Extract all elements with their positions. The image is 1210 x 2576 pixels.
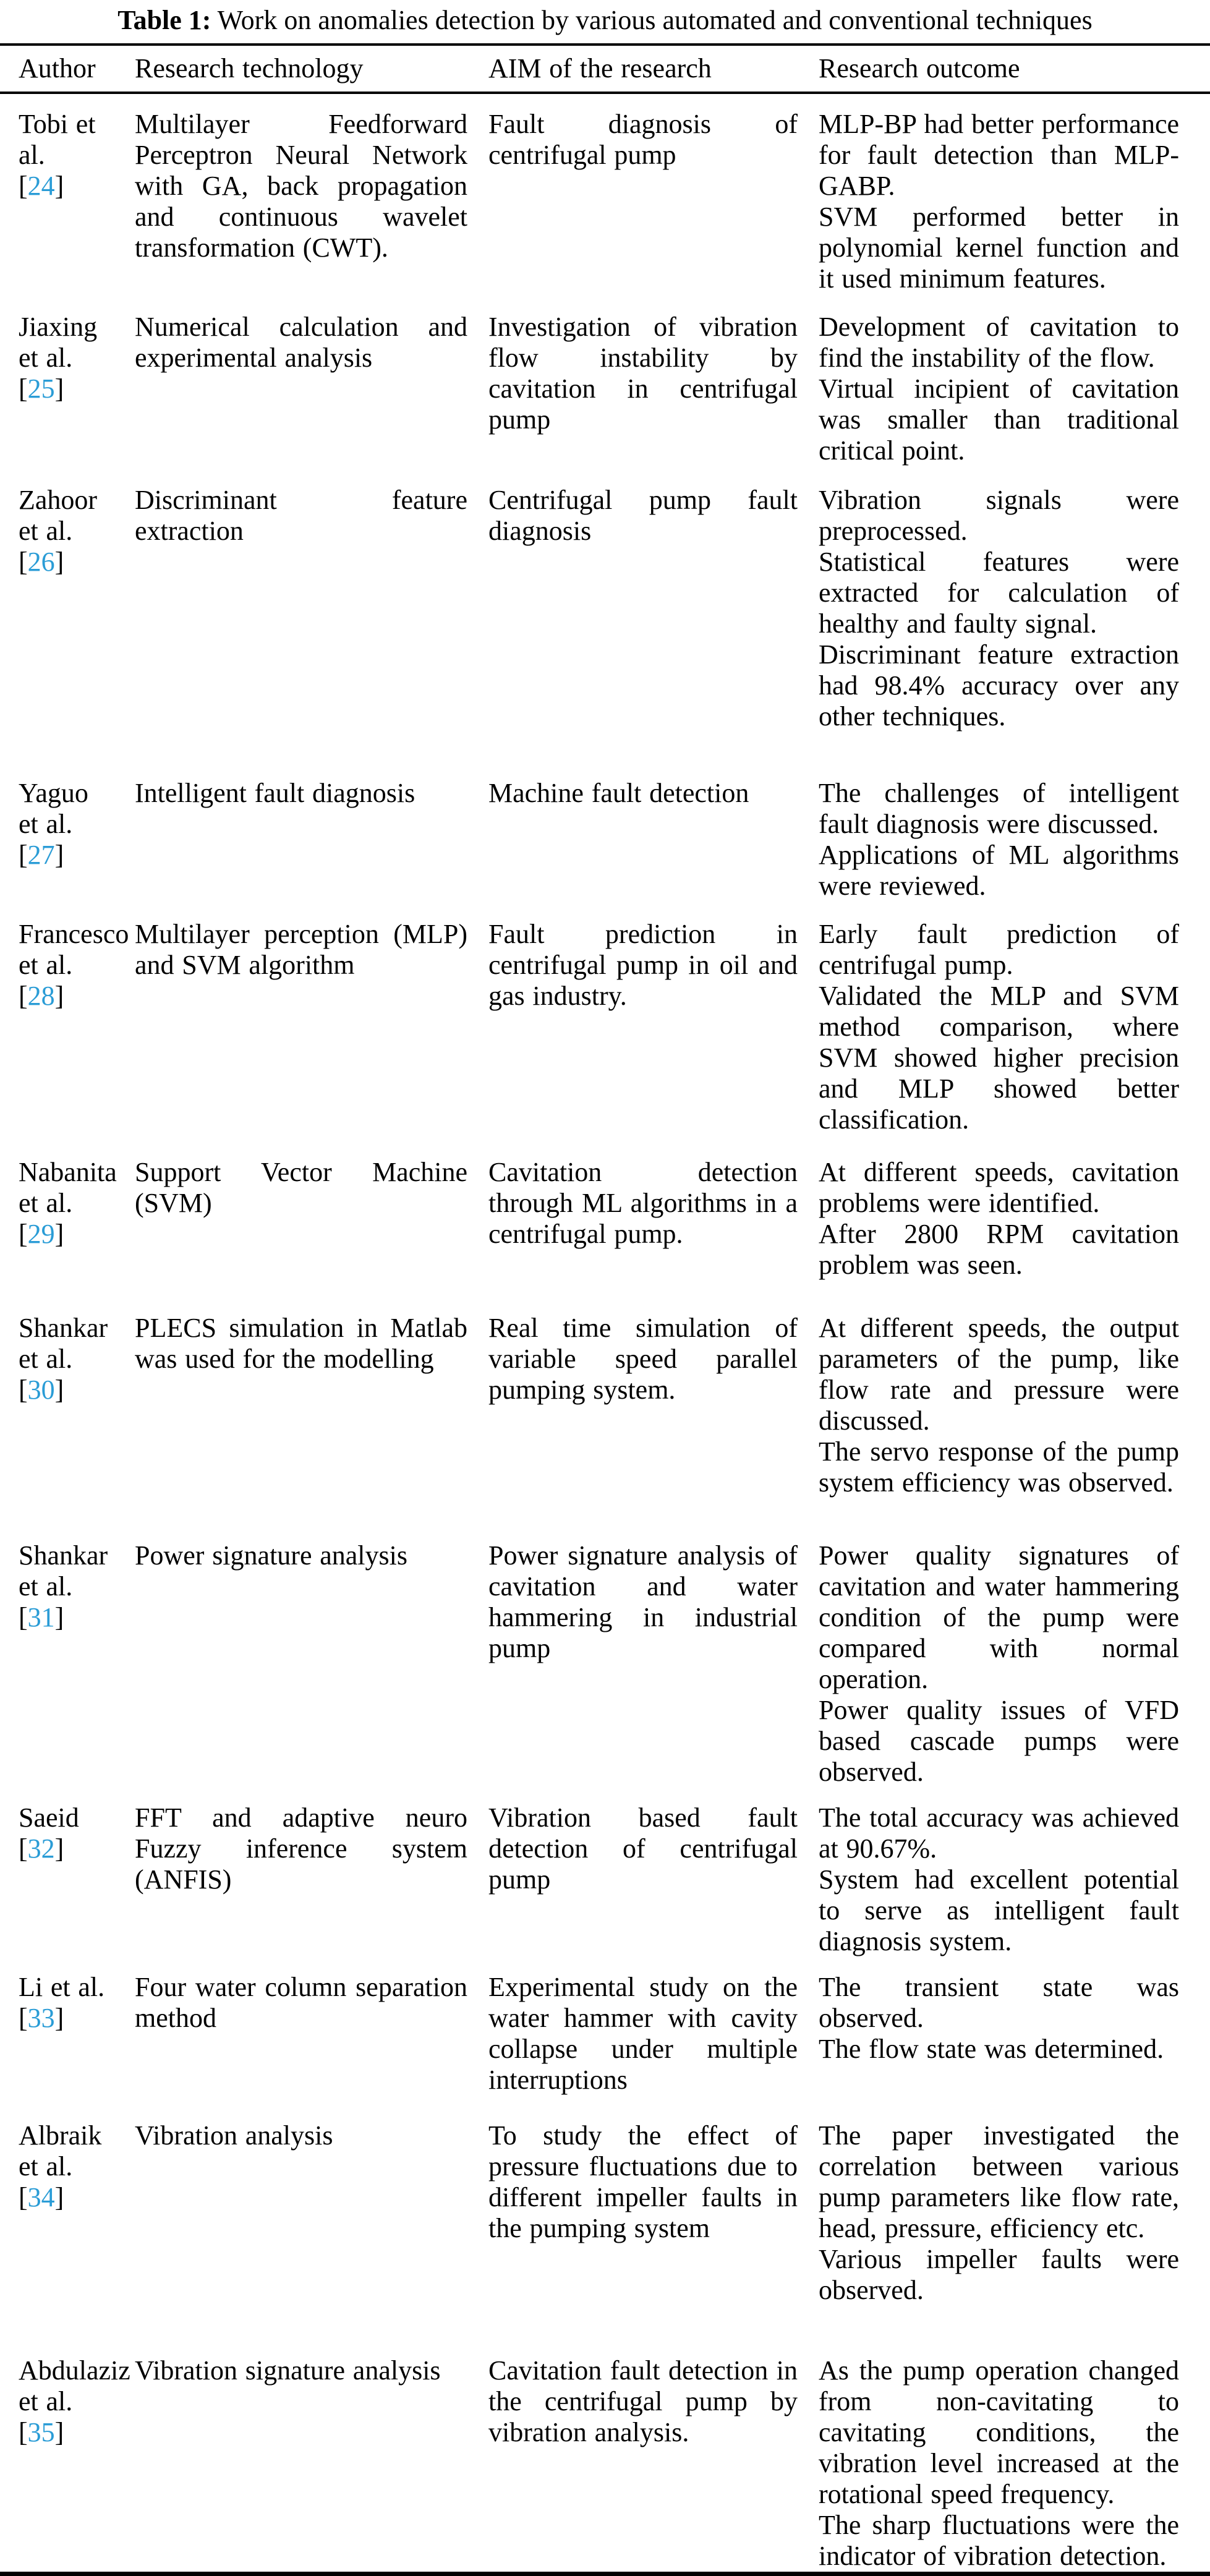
author-line: Shankar — [19, 1313, 108, 1343]
outcome-item: Vibration signals were preprocessed. — [819, 485, 1179, 546]
outcome-cell — [819, 904, 1210, 1142]
author-cell — [0, 1525, 135, 1788]
col-header-aim: AIM of the research — [488, 53, 712, 83]
outcome-item: The servo response of the pump system efficiency was observed. — [819, 1436, 1179, 1498]
technology-cell: Vibration analysis — [135, 2120, 333, 2151]
table-row — [0, 1957, 1210, 2105]
outcome-cell — [819, 1525, 1210, 1788]
table-row — [0, 763, 1210, 904]
literature-review-table — [0, 43, 1210, 2576]
aim-cell: Vibration based fault detection of centrifugal pump — [488, 1802, 798, 1895]
technology-cell: Discriminant feature extraction — [135, 485, 467, 546]
outcome-cell — [819, 93, 1210, 297]
citation-link[interactable]: 25 — [27, 373, 55, 404]
aim-cell: Investigation of vibration flow instability by cavitation in centrifugal pump — [488, 312, 798, 435]
outcome-item: The challenges of intelligent fault diagnosis were discussed. — [819, 778, 1179, 839]
outcome-item: At different speeds, cavitation problems were identified. — [819, 1157, 1179, 1218]
outcome-item: The transient state was observed. — [819, 1972, 1179, 2033]
author-line: [33] — [19, 2003, 64, 2033]
author-cell — [0, 1298, 135, 1525]
citation-link[interactable]: 30 — [27, 1375, 55, 1405]
col-header-technology: Research technology — [135, 53, 364, 83]
table-caption-text: Work on anomalies detection by various automated and conventional techniques — [211, 5, 1093, 35]
outcome-item: Statistical features were extracted for calculation of healthy and faulty signal. — [819, 547, 1179, 639]
col-header-author: Author — [19, 53, 96, 83]
author-line: et al. [35] — [19, 2386, 73, 2447]
outcome-item: Power quality issues of VFD based cascade pumps were observed. — [819, 1695, 1179, 1787]
citation-link[interactable]: 24 — [27, 171, 55, 201]
table-row — [0, 93, 1210, 297]
table-row — [0, 1142, 1210, 1298]
outcome-cell — [819, 1142, 1210, 1298]
aim-cell: Experimental study on the water hammer with cavity collapse under multiple interruptions — [488, 1972, 798, 2095]
outcome-cell — [819, 763, 1210, 904]
outcome-item: Development of cavitation to find the instability of the flow. — [819, 312, 1179, 373]
aim-cell: Real time simulation of variable speed parallel pumping system. — [488, 1313, 798, 1405]
author-line: Saeid [32] — [19, 1802, 79, 1864]
table-caption — [0, 0, 1210, 43]
technology-cell: FFT and adaptive neuro Fuzzy inference system (ANFIS) — [135, 1802, 467, 1895]
author-cell — [0, 93, 135, 297]
technology-cell: Multilayer Feedforward Perceptron Neural Network with GA, back propagation and continuous wavelet transformation (CWT). — [135, 109, 467, 263]
author-line: [24] — [19, 171, 64, 201]
outcome-item: At different speeds, the output parameters of the pump, like flow rate and pressure were discussed. — [819, 1313, 1179, 1436]
table-row — [0, 470, 1210, 763]
author-line: et al. [27] — [19, 809, 73, 870]
table-row — [0, 1298, 1210, 1525]
header-row — [0, 45, 1210, 93]
author-line: Tobi et al. — [19, 109, 96, 170]
author-line: Jiaxing — [19, 312, 98, 342]
author-line: et al. [30] — [19, 1344, 73, 1405]
technology-cell: Intelligent fault diagnosis — [135, 778, 415, 808]
outcome-cell — [819, 1298, 1210, 1525]
technology-cell: Four water column separation method — [135, 1972, 467, 2033]
author-line: Shankar — [19, 1540, 108, 1571]
outcome-item: Various impeller faults were observed. — [819, 2244, 1179, 2305]
technology-cell: Power signature analysis — [135, 1540, 407, 1571]
table-row — [0, 2105, 1210, 2340]
table-caption-label: Table 1: — [117, 5, 211, 35]
author-cell — [0, 1788, 135, 1957]
technology-cell: Numerical calculation and experimental analysis — [135, 312, 467, 373]
outcome-item: System had excellent potential to serve as intelligent fault diagnosis system. — [819, 1864, 1179, 1956]
table-row — [0, 1525, 1210, 1788]
citation-link[interactable]: 27 — [27, 840, 55, 870]
aim-cell: Centrifugal pump fault diagnosis — [488, 485, 798, 546]
technology-cell: Multilayer perception (MLP) and SVM algorithm — [135, 919, 467, 980]
outcome-item: Virtual incipient of cavitation was smaller than traditional critical point. — [819, 373, 1179, 466]
author-line: Zahoor — [19, 485, 98, 515]
aim-cell: To study the effect of pressure fluctuations due to different impeller faults in the pumping system — [488, 2120, 798, 2243]
citation-link[interactable]: 29 — [27, 1219, 55, 1249]
author-cell — [0, 2340, 135, 2574]
outcome-item: Power quality signatures of cavitation and water hammering condition of the pump were compared with normal operation. — [819, 1540, 1179, 1694]
outcome-cell — [819, 1788, 1210, 1957]
outcome-cell — [819, 1957, 1210, 2105]
citation-link[interactable]: 26 — [27, 547, 55, 577]
author-cell — [0, 297, 135, 470]
aim-cell: Power signature analysis of cavitation and water hammering in industrial pump — [488, 1540, 798, 1663]
outcome-item: Applications of ML algorithms were reviewed. — [819, 840, 1179, 901]
author-cell — [0, 1957, 135, 2105]
author-line: et al. [31] — [19, 1571, 73, 1632]
table-row — [0, 904, 1210, 1142]
author-line: Nabanita — [19, 1157, 117, 1187]
outcome-item: The paper investigated the correlation between various pump parameters like flow rate, head, pressure, efficiency etc. — [819, 2120, 1179, 2243]
outcome-item: As the pump operation changed from non-cavitating to cavitating conditions, the vibration level increased at the rotational speed frequency. — [819, 2355, 1179, 2509]
citation-link[interactable]: 32 — [27, 1833, 55, 1864]
author-cell — [0, 1142, 135, 1298]
author-line: Li et al. — [19, 1972, 105, 2002]
aim-cell: Fault prediction in centrifugal pump in oil and gas industry. — [488, 919, 798, 1011]
author-line: Abdulaziz — [19, 2355, 130, 2386]
table-row — [0, 2340, 1210, 2574]
outcome-item: The total accuracy was achieved at 90.67%. — [819, 1802, 1179, 1864]
author-line: et al. [34] — [19, 2151, 73, 2212]
table-row — [0, 297, 1210, 470]
author-line: Yaguo — [19, 778, 88, 808]
outcome-cell — [819, 2105, 1210, 2340]
outcome-cell — [819, 470, 1210, 763]
author-line: et al. [25] — [19, 343, 73, 404]
author-cell — [0, 763, 135, 904]
outcome-item: After 2800 RPM cavitation problem was seen. — [819, 1219, 1179, 1280]
aim-cell: Fault diagnosis of centrifugal pump — [488, 109, 798, 170]
outcome-item: The sharp fluctuations were the indicator of vibration detection. — [819, 2510, 1179, 2571]
aim-cell: Cavitation fault detection in the centrifugal pump by vibration analysis. — [488, 2355, 798, 2447]
technology-cell: Support Vector Machine (SVM) — [135, 1157, 467, 1218]
outcome-item: SVM performed better in polynomial kernel function and it used minimum features. — [819, 202, 1179, 294]
author-cell — [0, 904, 135, 1142]
author-cell — [0, 2105, 135, 2340]
author-line: Albraik — [19, 2120, 102, 2151]
author-cell — [0, 470, 135, 763]
aim-cell: Cavitation detection through ML algorithms in a centrifugal pump. — [488, 1157, 798, 1249]
technology-cell: PLECS simulation in Matlab was used for the modelling — [135, 1313, 467, 1374]
outcome-item: Validated the MLP and SVM method comparison, where SVM showed higher precision and MLP showed better classification. — [819, 981, 1179, 1135]
table-row — [0, 1788, 1210, 1957]
citation-link[interactable]: 31 — [27, 1602, 55, 1632]
author-line: et al. [29] — [19, 1188, 73, 1249]
outcome-item: Discriminant feature extraction had 98.4% accuracy over any other techniques. — [819, 639, 1179, 731]
outcome-item: The flow state was determined. — [819, 2034, 1164, 2064]
author-line: et al. [26] — [19, 516, 73, 577]
citation-link[interactable]: 33 — [27, 2003, 55, 2033]
technology-cell: Vibration signature analysis — [135, 2355, 441, 2386]
outcome-item: Early fault prediction of centrifugal pump. — [819, 919, 1179, 980]
citation-link[interactable]: 28 — [27, 981, 55, 1011]
outcome-item: MLP-BP had better performance for fault detection than MLP-GABP. — [819, 109, 1179, 201]
author-line: Francesco — [19, 919, 129, 949]
citation-link[interactable]: 35 — [27, 2417, 55, 2447]
outcome-cell — [819, 297, 1210, 470]
aim-cell: Machine fault detection — [488, 778, 749, 808]
col-header-outcome: Research outcome — [819, 53, 1020, 83]
citation-link[interactable]: 34 — [27, 2182, 55, 2212]
author-line: et al. [28] — [19, 950, 73, 1011]
outcome-cell — [819, 2340, 1210, 2574]
